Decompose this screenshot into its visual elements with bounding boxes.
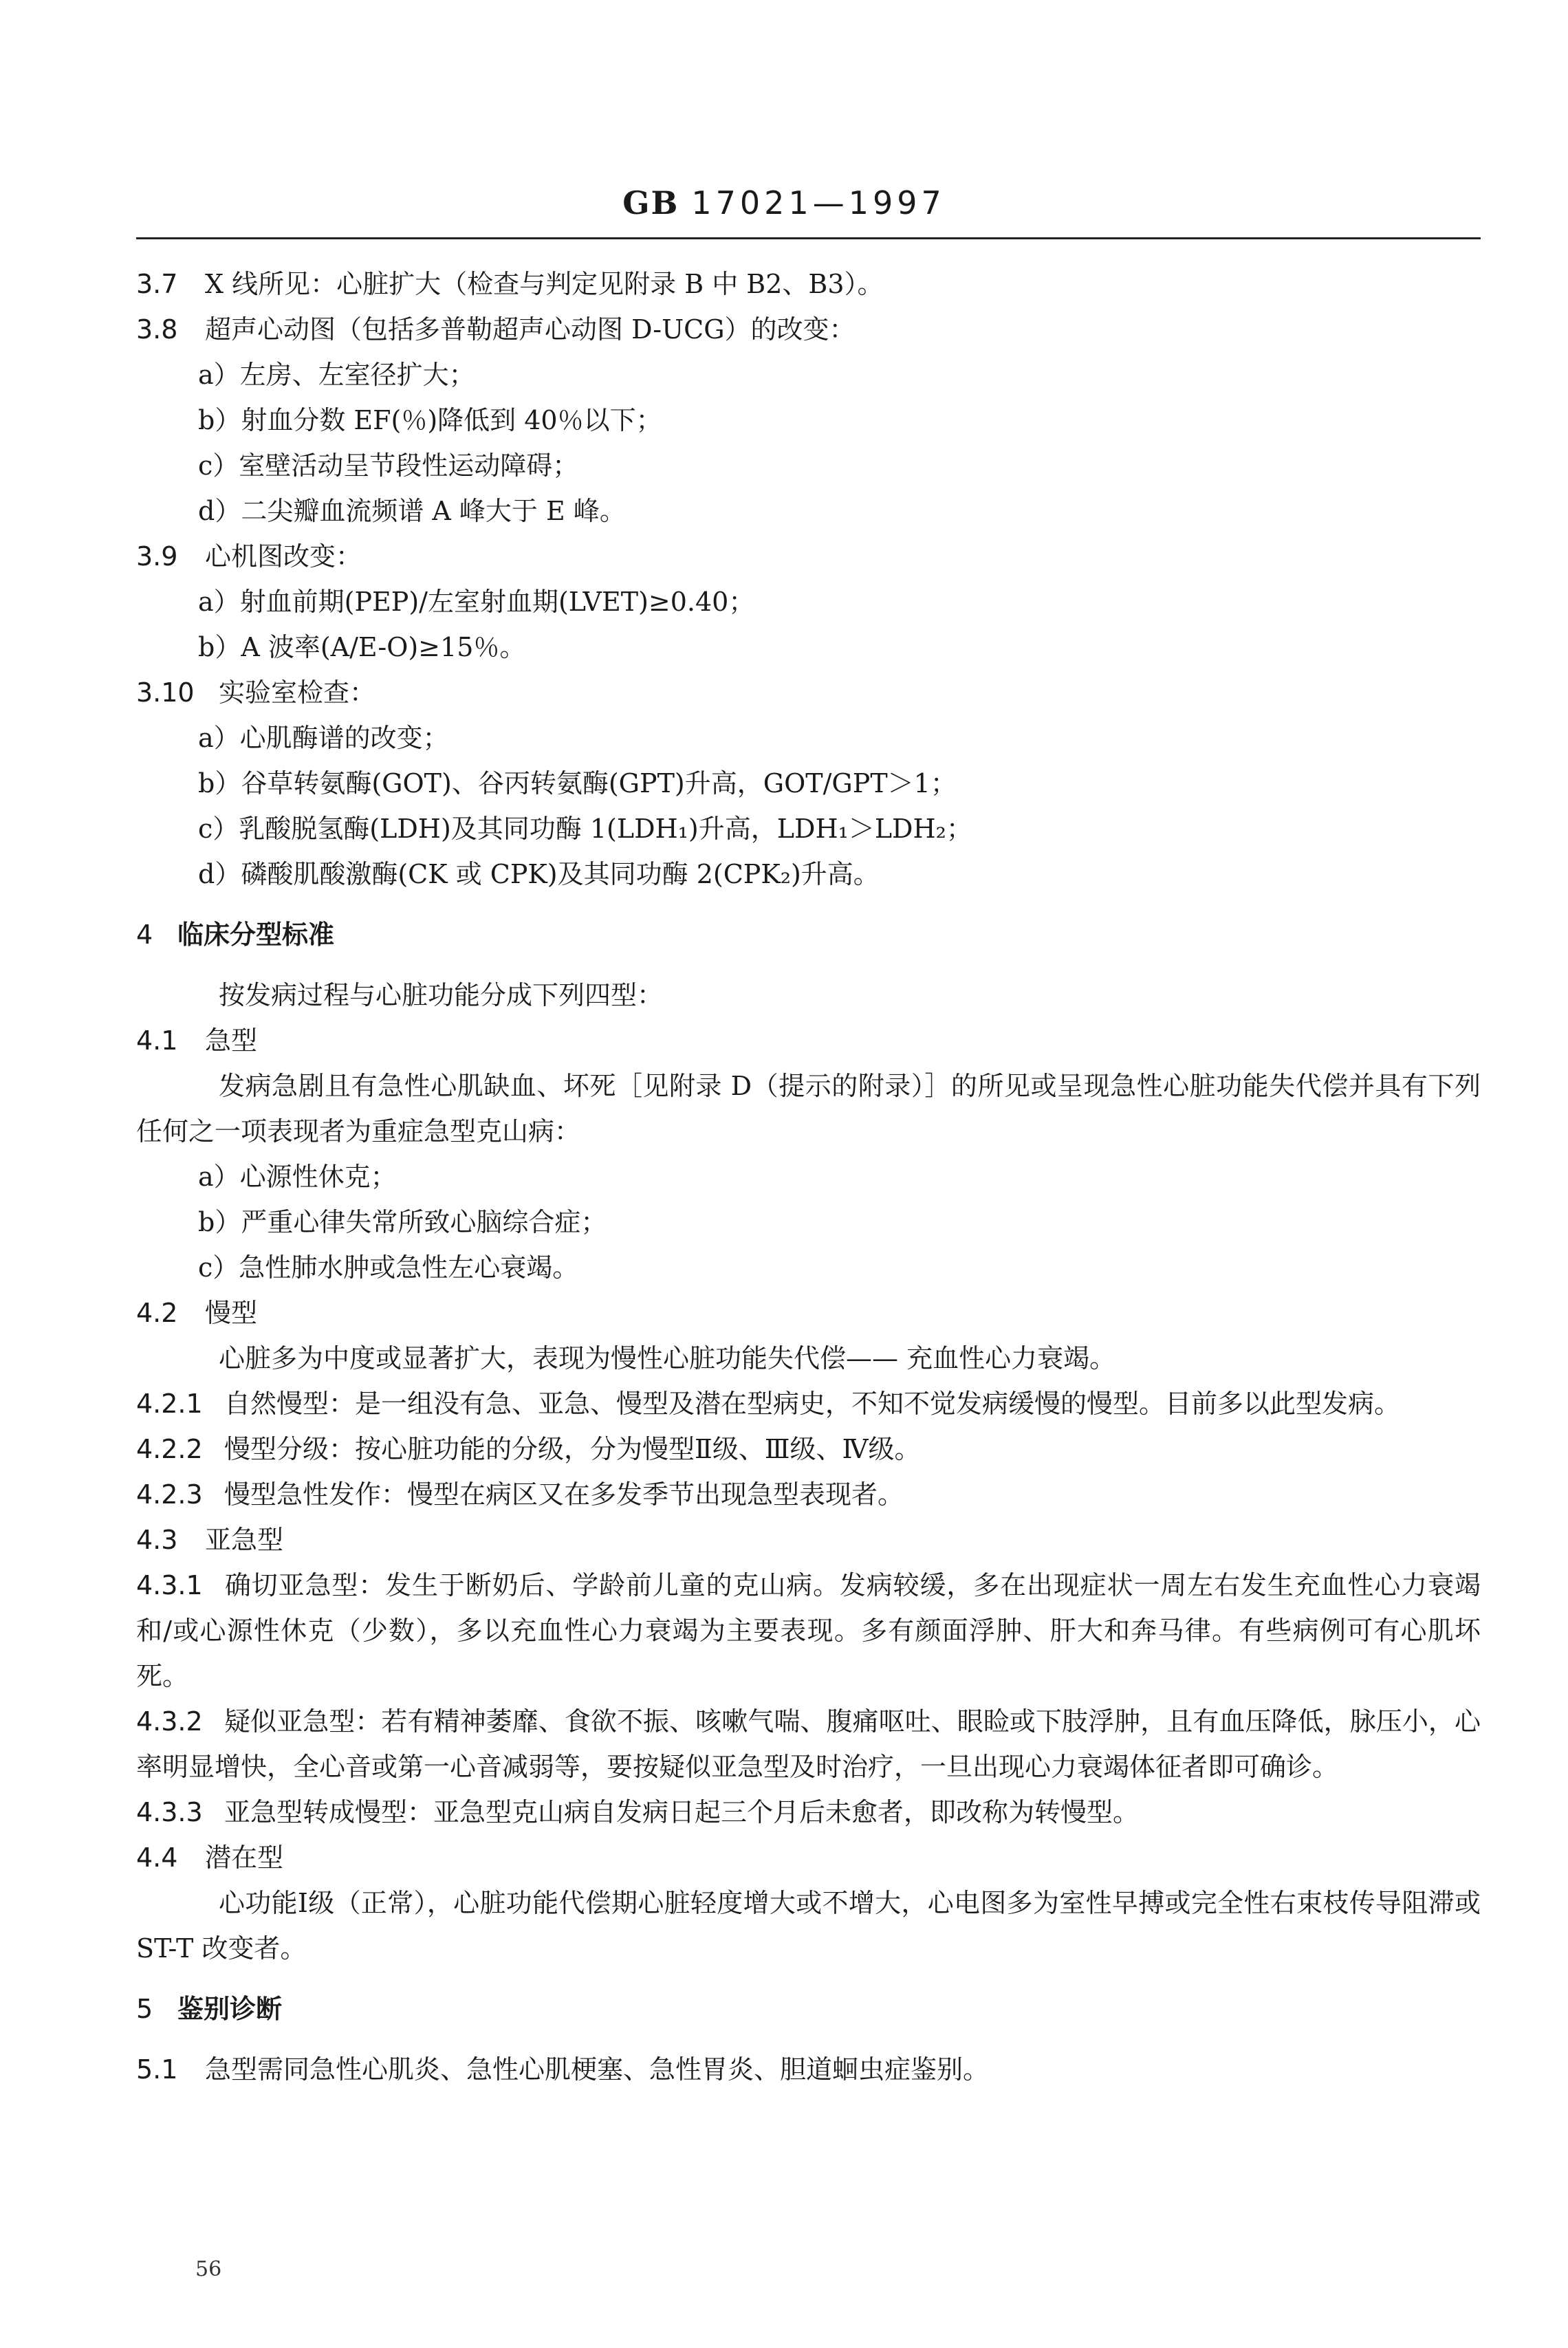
paragraph-text: 心功能Ⅰ级（正常），心脏功能代偿期心脏轻度增大或不增大，心电图多为室性早搏或完全性右束枝传导阻滞或 ST-T 改变者。 <box>136 1888 1481 1964</box>
list-item-text: a）心肌酶谱的改变； <box>198 723 449 753</box>
section-title: 临床分型标准 <box>177 920 335 950</box>
clause-line <box>136 670 1481 715</box>
header-rule <box>136 237 1481 239</box>
clause-line <box>136 1290 1481 1336</box>
page-number: 56 <box>195 2257 222 2281</box>
list-item-text: a）左房、左室径扩大； <box>198 360 475 390</box>
list-item-text: b）射血分数 EF(％)降低到 40％以下； <box>198 405 662 435</box>
list-item <box>136 715 1481 761</box>
list-item <box>136 1245 1481 1290</box>
paragraph-text: 按发病过程与心脏功能分成下列四型： <box>219 980 664 1010</box>
clause-text: 慢型分级：按心脏功能的分级，分为慢型Ⅱ级、Ⅲ级、Ⅳ级。 <box>224 1434 921 1464</box>
section-heading <box>136 1986 1481 2032</box>
clause-number: 4.2 <box>136 1298 178 1328</box>
list-item <box>136 1199 1481 1245</box>
clause-text: 亚急型转成慢型：亚急型克山病自发病日起三个月后未愈者，即改称为转慢型。 <box>224 1797 1140 1827</box>
section-number: 5 <box>136 1994 153 2024</box>
clause-number: 4.2.3 <box>136 1479 203 1510</box>
clause-number: 4.1 <box>136 1025 178 1056</box>
clause-number: 4.4 <box>136 1842 178 1873</box>
clause-paragraph <box>136 1699 1481 1790</box>
clause-text: 急型需同急性心肌炎、急性心肌梗塞、急性胃炎、胆道蛔虫症鉴别。 <box>205 2054 990 2085</box>
list-item-text: c）室壁活动呈节段性运动障碍； <box>198 450 579 481</box>
list-item-text: d）二尖瓣血流频谱 A 峰大于 E 峰。 <box>198 496 626 526</box>
clause-line <box>136 307 1481 352</box>
clause-text: 潜在型 <box>205 1842 284 1873</box>
clause-line <box>136 1472 1481 1517</box>
list-item <box>136 579 1481 624</box>
list-item-text: b）严重心律失常所致心脑综合症； <box>198 1207 607 1237</box>
clause-text: 亚急型 <box>205 1525 284 1555</box>
clause-number: 4.3.1 <box>136 1570 203 1600</box>
paragraph <box>136 1880 1481 1971</box>
paragraph <box>136 972 1481 1018</box>
list-item-text: a）心源性休克； <box>198 1162 397 1192</box>
list-item <box>136 806 1481 851</box>
clause-line <box>136 1790 1481 1835</box>
clause-number: 4.2.2 <box>136 1434 203 1464</box>
clause-text: X 线所见：心脏扩大（检查与判定见附录 B 中 B2、B3）。 <box>205 269 884 299</box>
clause-paragraph <box>136 1381 1481 1426</box>
paragraph <box>136 1336 1481 1381</box>
clause-text: 疑似亚急型：若有精神萎靡、食欲不振、咳嗽气喘、腹痛呕吐、眼睑或下肢浮肿，且有血压降低，脉压小，心率明显增快，全心音或第一心音减弱等，要按疑似亚急型及时治疗，一旦出现心力衰竭体征者即可确诊。 <box>136 1706 1481 1782</box>
clause-line <box>136 261 1481 307</box>
standard-prefix: GB <box>622 184 679 221</box>
section-number: 4 <box>136 920 153 950</box>
list-item-text: c）乳酸脱氢酶(LDH)及其同功酶 1(LDH₁)升高，LDH₁＞LDH₂； <box>198 814 972 844</box>
clause-text: 慢型急性发作：慢型在病区又在多发季节出现急型表现者。 <box>224 1479 904 1510</box>
clause-text: 慢型 <box>205 1298 258 1328</box>
list-item <box>136 761 1481 806</box>
clause-number: 4.3.2 <box>136 1706 203 1737</box>
list-item-text: c）急性肺水肿或急性左心衰竭。 <box>198 1252 579 1283</box>
clause-text: 急型 <box>205 1025 258 1056</box>
section-heading <box>136 912 1481 957</box>
clause-number: 3.8 <box>136 314 178 345</box>
clause-text: 确切亚急型：发生于断奶后、学龄前儿童的克山病。发病较缓，多在出现症状一周左右发生充血性心力衰竭和/或心源性休克（少数），多以充血性心力衰竭为主要表现。多有颜面浮肿、肝大和奔马律。有些病例可有心肌坏死。 <box>136 1570 1481 1691</box>
list-item <box>136 352 1481 398</box>
clause-line <box>136 1835 1481 1880</box>
list-item <box>136 398 1481 443</box>
clause-number: 4.2.1 <box>136 1389 203 1419</box>
clause-line <box>136 1517 1481 1563</box>
list-item-text: d）磷酸肌酸激酶(CK 或 CPK)及其同功酶 2(CPK₂)升高。 <box>198 859 880 889</box>
clause-line <box>136 1018 1481 1063</box>
clause-number: 3.9 <box>136 541 178 572</box>
paragraph-text: 发病急剧且有急性心肌缺血、坏死［见附录 D（提示的附录）］的所见或呈现急性心脏功能失代偿并具有下列任何之一项表现者为重症急型克山病： <box>136 1071 1481 1146</box>
list-item <box>136 443 1481 488</box>
clause-number: 4.3 <box>136 1525 178 1555</box>
clause-number: 3.7 <box>136 269 178 299</box>
paragraph-text: 心脏多为中度或显著扩大，表现为慢性心脏功能失代偿—— 充血性心力衰竭。 <box>219 1343 1116 1373</box>
clause-line <box>136 1426 1481 1472</box>
standard-number: 17021—1997 <box>691 184 946 221</box>
list-item <box>136 624 1481 670</box>
list-item-text: a）射血前期(PEP)/左室射血期(LVET)≥0.40； <box>198 587 755 617</box>
clause-number: 3.10 <box>136 677 195 708</box>
document-body <box>136 261 1481 2092</box>
clause-text: 实验室检查： <box>219 677 376 708</box>
list-item <box>136 1154 1481 1199</box>
list-item-text: b）谷草转氨酶(GOT)、谷丙转氨酶(GPT)升高，GOT/GPT＞1； <box>198 768 957 798</box>
clause-paragraph <box>136 1563 1481 1699</box>
list-item <box>136 488 1481 534</box>
list-item <box>136 851 1481 897</box>
clause-text: 超声心动图（包括多普勒超声心动图 D-UCG）的改变： <box>205 314 856 345</box>
clause-number: 5.1 <box>136 2054 178 2085</box>
clause-number: 4.3.3 <box>136 1797 203 1827</box>
paragraph <box>136 1063 1481 1154</box>
clause-line <box>136 534 1481 579</box>
clause-text: 心机图改变： <box>205 541 362 572</box>
clause-line <box>136 2047 1481 2092</box>
list-item-text: b）A 波率(A/E-O)≥15％。 <box>198 632 526 662</box>
clause-text: 自然慢型：是一组没有急、亚急、慢型及潜在型病史，不知不觉发病缓慢的慢型。目前多以此型发病。 <box>224 1389 1401 1419</box>
page-header <box>0 184 1568 221</box>
section-title: 鉴别诊断 <box>177 1994 283 2024</box>
